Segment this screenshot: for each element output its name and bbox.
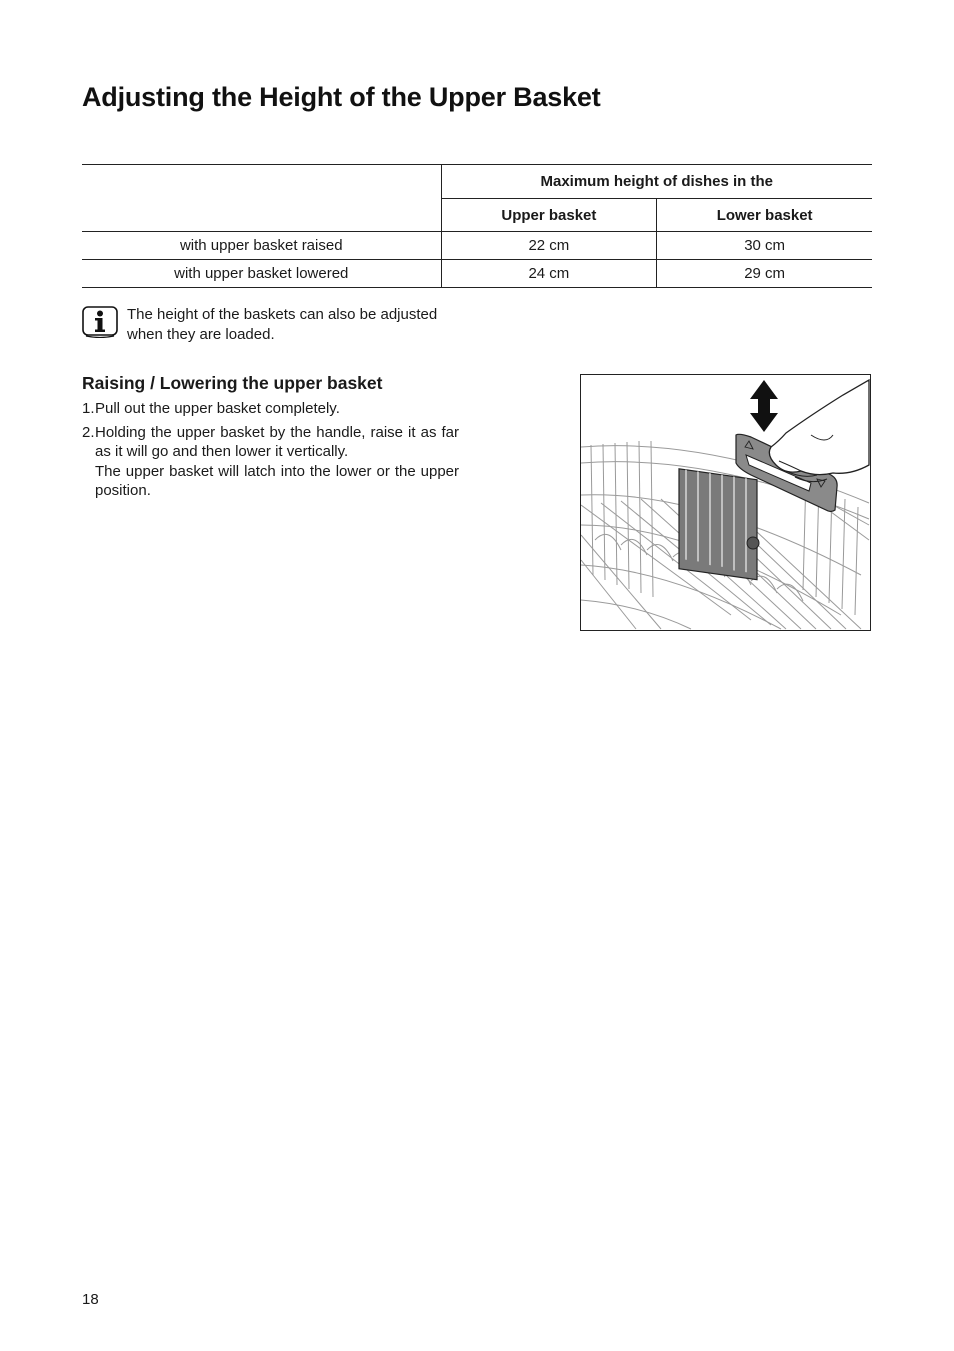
lower-basket-value: 30 cm [657, 232, 872, 260]
dish-height-table [82, 164, 872, 288]
row-label: with upper basket raised [82, 232, 441, 260]
list-item [82, 423, 459, 501]
section-heading: Raising / Lowering the upper basket [82, 373, 383, 393]
upper-basket-value: 22 cm [441, 232, 657, 260]
column-header-lower: Lower basket [657, 199, 872, 232]
info-icon [82, 306, 118, 338]
basket-handle-illustration [580, 374, 871, 631]
list-item [82, 399, 459, 419]
column-header-upper: Upper basket [441, 199, 657, 232]
upper-basket-value: 24 cm [441, 260, 657, 288]
step-extra-text: The upper basket will latch into the lower or the upper position. [95, 462, 459, 499]
basket-drawing [581, 375, 870, 630]
group-header: Maximum height of dishes in the [441, 165, 872, 199]
empty-header-cell [82, 165, 441, 232]
page-number: 18 [82, 1291, 99, 1308]
instruction-steps [82, 399, 459, 505]
step-text: Holding the upper basket by the handle, raise it as far as it will go and then lower it vertically. [95, 423, 459, 460]
step-text: Pull out the upper basket completely. [95, 400, 340, 417]
table-row [82, 260, 872, 288]
lower-basket-value: 29 cm [657, 260, 872, 288]
step-number: 1. [82, 400, 95, 417]
step-number: 2. [82, 423, 95, 441]
row-label: with upper basket lowered [82, 260, 441, 288]
table-row [82, 232, 872, 260]
info-note-text: The height of the baskets can also be adjusted when they are loaded. [127, 306, 438, 343]
page-title: Adjusting the Height of the Upper Basket [82, 82, 601, 112]
